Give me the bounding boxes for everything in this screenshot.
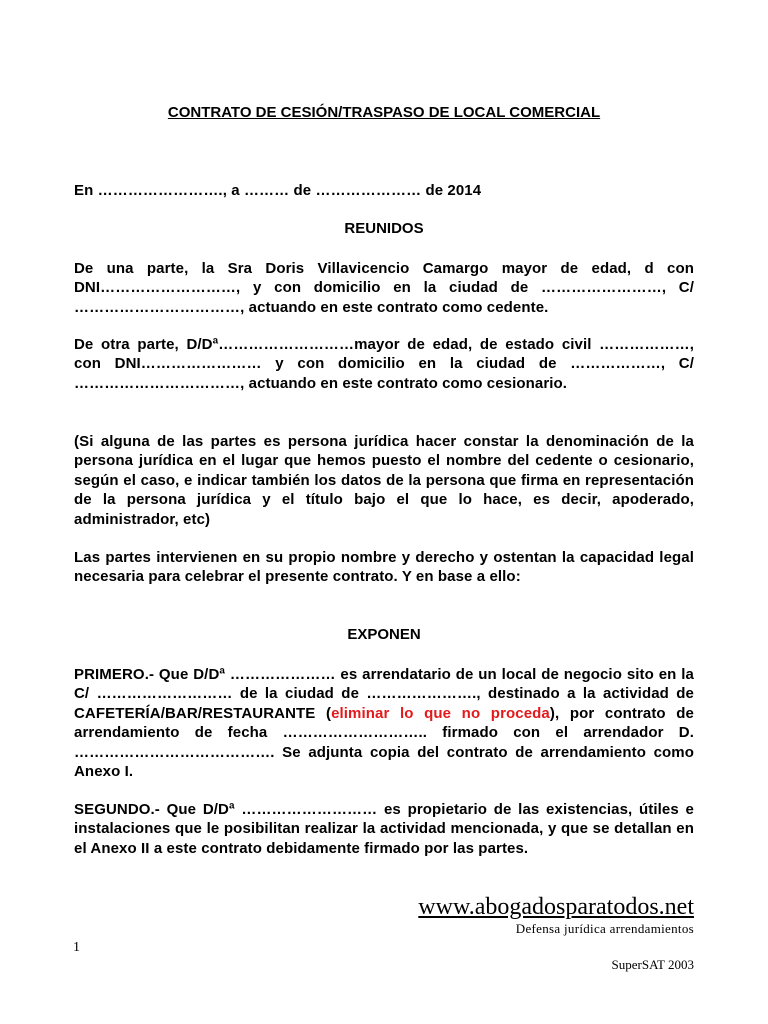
footer-brand: SuperSAT 2003 xyxy=(611,957,694,972)
paragraph-nota-persona-juridica: (Si alguna de las partes es persona jurídica hacer constar la denominación de la persona jurídica en el lugar que hemos puesto el nombre del cedente o cesionario, según el caso, e indicar también los datos de la persona que firma en representación de la persona jurídica y el título bajo el que lo hace, es decir, apoderado, administrador, etc) xyxy=(74,433,694,528)
footer-website-link[interactable]: www.abogadosparatodos.net xyxy=(418,894,694,920)
primero-red-note: eliminar lo que no proceda xyxy=(331,704,550,722)
heading-reunidos: REUNIDOS xyxy=(344,220,424,237)
paragraph-cesionario: De otra parte, D/Dª………………………mayor de edad, de estado civil ………………, con DNI…………………… y con domicilio en la ciudad de ………………, C/ ……………………………, actuando en este contrato como cesionario. xyxy=(74,336,694,392)
paragraph-segundo: SEGUNDO.- Que D/Dª ……………………… es propietario de las existencias, útiles e instalaciones que le posibilitan realizar la actividad mencionada, y que se detallan en el Anexo II a este contrato debidamente firmado por las partes. xyxy=(74,801,694,857)
document-title: CONTRATO DE CESIÓN/TRASPASO DE LOCAL COMERCIAL xyxy=(167,104,601,121)
paragraph-partes: Las partes intervienen en su propio nombre y derecho y ostentan la capacidad legal necesaria para celebrar el presente contrato. Y en base a ello: xyxy=(74,549,694,586)
heading-exponen: EXPONEN xyxy=(347,626,421,643)
paragraph-primero xyxy=(74,665,694,781)
primero-text-b: ), por contrato de arrendamiento de fecha ……………………….. firmado con el arrendador D. …………………………………. Se adjunta copia del contrato de arrendamiento como Anexo I. xyxy=(74,704,694,781)
paragraph-cedente: De una parte, la Sra Doris Villavicencio Camargo mayor de edad, d con DNI………………………, y con domicilio en la ciudad de ……………………, C/ ……………………………, actuando en este contrato como cedente. xyxy=(74,260,694,316)
place-date-line: En ……………………., a ……… de ………………… de 2014 xyxy=(74,182,482,199)
footer-tagline: Defensa jurídica arrendamientos xyxy=(515,921,694,936)
page-number: 1 xyxy=(73,940,80,955)
primero-text-a: PRIMERO.- Que D/Dª ………………… es arrendatario de un local de negocio sito en la C/ ……………………… de la ciudad de …………………., destinado a la actividad de CAFETERÍA/BAR/RESTAURANTE ( xyxy=(74,666,694,722)
